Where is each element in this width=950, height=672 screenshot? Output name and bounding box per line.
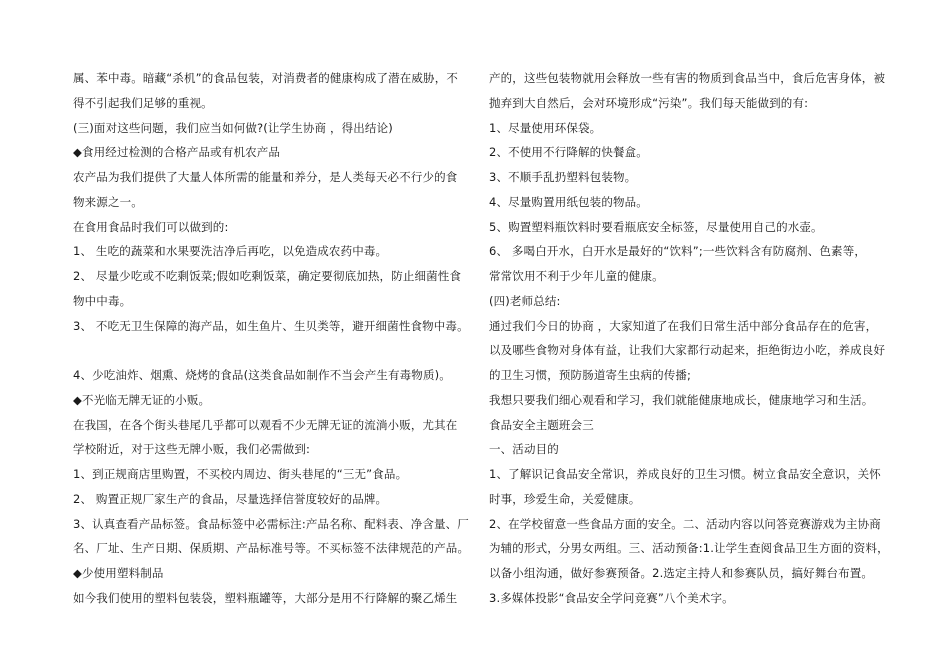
text-line: [73, 338, 463, 363]
text-line: 以备小组沟通，做好参赛预备。2.选定主持人和参赛队员，搞好舞台布置。: [489, 566, 874, 580]
text-line: 4、尽量购置用纸包装的物品。: [489, 194, 648, 209]
text-line: 2、 购置正规厂家生产的食品，尽量选择信誉度较好的品牌。: [73, 491, 388, 506]
text-line: 抛弃到大自然后，会对环境形成“污染”。我们每天能做到的有:: [489, 95, 809, 110]
text-line: 4、少吃油炸、烟熏、烧烤的食品(这类食品如制作不当会产生有毒物质)。: [73, 368, 451, 382]
text-line: 3.多媒体投影“食品安全学问竞赛”八个美术字。: [489, 590, 734, 605]
text-line: 6、 多喝白开水，白开水是最好的“饮料”;一些饮料含有防腐剂、色素等，: [489, 244, 867, 259]
text-line: 学校附近，对于这些无牌小贩，我们必需做到:: [73, 442, 311, 457]
text-line: 农产品为我们提供了大量人体所需的能量和养分，是人类每天必不行少的食: [73, 170, 458, 184]
text-line: 我想只要我们细心观看和学习，我们就能健康地成长，健康地学习和生活。: [489, 392, 874, 407]
text-line: 在我国，在各个街头巷尾几乎都可以观看不少无牌无证的流淌小贩，尤其在: [73, 417, 458, 432]
text-line: (四)老师总结:: [489, 293, 561, 308]
text-line: 属、苯中毒。暗藏“杀机”的食品包装，对消费者的健康构成了潜在威胁，不: [73, 71, 459, 85]
text-line: 5、购置塑料瓶饮料时要看瓶底安全标签，尽量使用自己的水壶。: [489, 219, 823, 234]
text-line: 以及哪些食物对身体有益，让我们大家都行动起来，拒绝街边小吃，养成良好: [489, 343, 886, 358]
text-line: ◆不光临无牌无证的小贩。: [73, 392, 211, 407]
text-line: 通过我们今日的协商 ，大家知道了在我们日常生活中部分食品存在的危害，: [489, 318, 878, 333]
text-line: 3、认真查看产品标签。食品标签中必需标注:产品名称、配料表、净含量、厂: [73, 516, 469, 531]
text-line: 1、了解识记食品安全常识，养成良好的卫生习惯。树立食品安全意识，关怀: [489, 467, 881, 481]
text-line: 一、活动目的: [489, 442, 559, 457]
text-line: 的卫生习惯，预防肠道寄生虫病的传播;: [489, 368, 692, 382]
text-line: 2、在学校留意一些食品方面的安全。二、活动内容以问答竞赛游戏为主协商: [489, 516, 881, 531]
text-line: 食品安全主题班会三: [489, 417, 594, 432]
text-line: 为辅的形式，分男女两组。三、活动预备:1.让学生查阅食品卫生方面的资料，: [489, 541, 889, 556]
text-line: (三)面对这些问题，我们应当如何做?(让学生协商 ，得出结论): [73, 120, 393, 135]
text-line: ◆食用经过检测的合格产品或有机农产品: [73, 145, 281, 160]
text-line: 2、不使用不行降解的快餐盒。: [489, 145, 648, 160]
text-line: 物来源之一。: [73, 194, 143, 209]
text-line: 时事，珍爱生命，关爱健康。: [489, 491, 641, 506]
left-column: [73, 66, 470, 611]
text-line: 1、 生吃的蔬菜和水果要洗洁净后再吃，以免造成农药中毒。: [73, 244, 388, 259]
right-column: [489, 66, 889, 611]
text-line: ◆少使用塑料制品: [73, 566, 164, 580]
text-line: 物中中毒。: [73, 293, 132, 308]
text-line: 如今我们使用的塑料包装袋，塑料瓶罐等，大部分是用不行降解的聚乙烯生: [73, 590, 458, 605]
text-line: 在食用食品时我们可以做到的:: [73, 219, 229, 234]
text-line: 2、 尽量少吃或不吃剩饭菜;假如吃剩饭菜，确定要彻底加热，防止细菌性食: [73, 269, 462, 283]
text-line: 1、到正规商店里购置，不买校内周边、街头巷尾的“三无”食品。: [73, 467, 408, 481]
text-line: 常常饮用不利于少年儿童的健康。: [489, 269, 664, 283]
text-line: 3、不顺手乱扔塑料包装物。: [489, 170, 637, 184]
text-line: 产的，这些包装物就用会释放一些有害的物质到食品当中，食后危害身体，被: [489, 71, 886, 85]
text-line: 得不引起我们足够的重视。: [73, 95, 213, 110]
text-line: 名、厂址、生产日期、保质期、产品标准号等。不买标签不法律规范的产品。: [73, 541, 470, 556]
text-line: 3、 不吃无卫生保障的海产品，如生鱼片、生贝类等，避开细菌性食物中毒。: [73, 318, 469, 333]
text-line: 1、尽量使用环保袋。: [489, 120, 602, 135]
